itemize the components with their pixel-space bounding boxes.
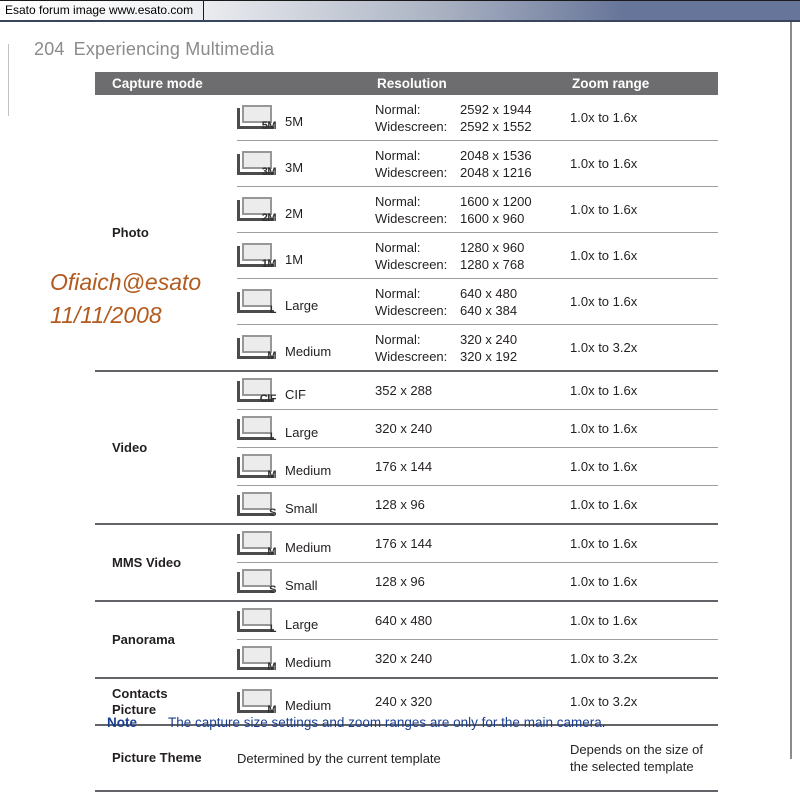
mode-cell: [237, 563, 375, 602]
size-icon-s: [237, 492, 277, 517]
size-icon-label: 3M: [261, 166, 276, 178]
size-icon-m: [237, 454, 277, 479]
size-icon-bracket: [237, 611, 274, 632]
mode-name: 2M: [285, 206, 304, 221]
resolution-cell: 640 x 480: [375, 601, 570, 640]
esato-forum-bar: [0, 0, 800, 22]
resolution-cell: [375, 279, 570, 325]
resolution-cell: 320 x 240: [375, 640, 570, 679]
mode-name: Large: [285, 425, 319, 440]
resolution-type-label: Normal:: [375, 285, 421, 301]
size-icon-label: M: [267, 704, 276, 716]
mode-name: Large: [285, 617, 319, 632]
resolution-cell: [375, 187, 570, 233]
size-icon-label: 5M: [261, 120, 276, 132]
capture-mode-label: Video: [95, 371, 237, 524]
mode-cell-inner: [237, 689, 375, 714]
mode-cell: [237, 233, 375, 279]
mode-name: Medium: [285, 655, 332, 670]
mode-cell: [237, 448, 375, 486]
watermark-line1: Ofiaich@esato: [50, 269, 202, 295]
resolution-type-label: Normal:: [375, 331, 421, 347]
size-icon-label: M: [267, 546, 276, 558]
size-icon-label: S: [269, 584, 276, 596]
resolution-value: 1600 x 960: [460, 210, 525, 226]
mode-cell-inner: [237, 646, 375, 671]
mode-cell: [237, 371, 375, 410]
resolution-value: 2592 x 1944: [460, 101, 532, 117]
resolution-type-label: Normal:: [375, 239, 421, 255]
resolution-value: 640 x 384: [460, 302, 518, 318]
size-icon-label: M: [267, 469, 276, 481]
resolution-line: [375, 147, 570, 164]
table-header-row: [95, 72, 718, 95]
size-icon-m: [237, 531, 277, 556]
size-icon-label: L: [269, 623, 276, 635]
note-row: [107, 715, 727, 730]
resolution-type-label: Normal:: [375, 101, 421, 117]
zoom-range-cell: 1.0x to 1.6x: [570, 563, 718, 602]
size-icon-5m: [237, 105, 277, 130]
resolution-value: 1280 x 768: [460, 256, 525, 272]
resolution-value: 2592 x 1552: [460, 118, 532, 134]
size-icon-label: S: [269, 507, 276, 519]
size-icon-label: M: [267, 661, 276, 673]
note-label: Note: [107, 715, 137, 730]
size-icon-l: [237, 289, 277, 314]
resolution-cell: [375, 95, 570, 141]
mode-name: Large: [285, 298, 319, 313]
resolution-cell: 128 x 96: [375, 486, 570, 525]
resolution-line: [375, 164, 570, 181]
watermark: [50, 266, 201, 332]
resolution-type-label: Widescreen:: [375, 210, 448, 226]
resolution-line: [375, 210, 570, 227]
mode-cell-inner: [237, 569, 375, 594]
zoom-range-cell: 1.0x to 1.6x: [570, 187, 718, 233]
mode-cell-inner: [237, 531, 375, 556]
esato-forum-bar-label: Esato forum image www.esato.com: [0, 1, 204, 20]
zoom-range-cell: 1.0x to 1.6x: [570, 233, 718, 279]
size-icon-2m: [237, 197, 277, 222]
zoom-range-cell: 1.0x to 1.6x: [570, 524, 718, 563]
resolution-line: [375, 256, 570, 273]
mode-name: 5M: [285, 114, 304, 129]
resolution-cell: 176 x 144: [375, 524, 570, 563]
zoom-range-cell: 1.0x to 1.6x: [570, 279, 718, 325]
zoom-range-cell: 1.0x to 1.6x: [570, 141, 718, 187]
zoom-range-cell: 1.0x to 1.6x: [570, 486, 718, 525]
resolution-line: [375, 101, 570, 118]
resolution-cell: 176 x 144: [375, 448, 570, 486]
table-row: [95, 601, 718, 640]
resolution-line: [375, 348, 570, 365]
mode-cell-inner: [237, 289, 375, 314]
resolution-cell: 320 x 240: [375, 410, 570, 448]
size-icon-s: [237, 569, 277, 594]
page-title: Experiencing Multimedia: [73, 39, 275, 59]
mode-cell-inner: [237, 335, 375, 360]
capture-mode-label: Photo: [112, 224, 149, 240]
resolution-type-label: Normal:: [375, 147, 421, 163]
size-icon-label: M: [267, 350, 276, 362]
mode-name: Medium: [285, 540, 332, 555]
mode-name: 3M: [285, 160, 304, 175]
resolution-value: 1280 x 960: [460, 239, 525, 255]
zoom-range-cell: 1.0x to 1.6x: [570, 110, 638, 125]
header-resolution: Resolution: [375, 72, 570, 95]
table-row: [95, 725, 718, 791]
mode-cell: [237, 486, 375, 525]
zoom-range-cell: 1.0x to 1.6x: [570, 371, 718, 410]
zoom-range-cell: 1.0x to 1.6x: [570, 448, 718, 486]
zoom-range-cell: 1.0x to 3.2x: [570, 640, 718, 679]
resolution-line: [375, 193, 570, 210]
mode-cell-inner: [237, 378, 375, 403]
mode-cell: [237, 95, 375, 141]
resolution-value: 320 x 192: [460, 348, 518, 364]
watermark-line2: 11/11/2008: [50, 302, 162, 328]
page-edge-rule-right: [790, 22, 792, 759]
resolution-line: [375, 118, 570, 135]
size-icon-m: [237, 646, 277, 671]
size-icon-label: L: [269, 431, 276, 443]
mode-cell: [237, 279, 375, 325]
mode-cell: [237, 187, 375, 233]
resolution-line: [375, 302, 570, 319]
header-capture-mode: Capture mode: [95, 72, 375, 95]
mode-name: Small: [285, 501, 318, 516]
page-heading: [34, 39, 274, 60]
mode-name: Medium: [285, 698, 332, 713]
zoom-range-cell: 1.0x to 1.6x: [570, 601, 718, 640]
resolution-type-label: Widescreen:: [375, 118, 448, 134]
resolution-line: [375, 285, 570, 302]
zoom-range-cell: 1.0x to 1.6x: [570, 410, 718, 448]
mode-name: Small: [285, 578, 318, 593]
mode-cell: [237, 141, 375, 187]
mode-cell-inner: [237, 151, 375, 176]
size-icon-1m: [237, 243, 277, 268]
resolution-type-label: Widescreen:: [375, 302, 448, 318]
page-number: 204: [34, 39, 65, 59]
mode-cell-inner: [237, 608, 375, 633]
capture-mode-label: Panorama: [95, 601, 237, 678]
resolution-cell: [375, 233, 570, 279]
mode-name: CIF: [285, 387, 306, 402]
capture-mode-label: MMS Video: [95, 524, 237, 601]
size-icon-l: [237, 608, 277, 633]
zoom-range-cell: 1.0x to 3.2x: [570, 325, 718, 372]
mode-name: Medium: [285, 463, 332, 478]
mode-cell-inner: [237, 105, 375, 130]
size-icon-cif: [237, 378, 277, 403]
header-zoom-range: Zoom range: [570, 72, 718, 95]
resolution-cell: 352 x 288: [375, 371, 570, 410]
mode-cell-inner: [237, 454, 375, 479]
resolution-cell: [375, 141, 570, 187]
size-icon-label: L: [269, 304, 276, 316]
resolution-cell: [375, 325, 570, 372]
resolution-type-label: Widescreen:: [375, 164, 448, 180]
resolution-line: [375, 239, 570, 256]
size-icon-m: [237, 689, 277, 714]
size-icon-label: CIF: [259, 393, 276, 405]
page-edge-rule-left: [8, 44, 9, 116]
resolution-type-label: Widescreen:: [375, 256, 448, 272]
zoom-range-cell: 1.0x to 3.2x: [570, 678, 718, 725]
resolution-value: 2048 x 1536: [460, 147, 532, 163]
resolution-type-label: Normal:: [375, 193, 421, 209]
resolution-cell: Determined by the current template: [237, 725, 570, 791]
size-icon-3m: [237, 151, 277, 176]
mode-name: 1M: [285, 252, 304, 267]
mode-cell: [237, 524, 375, 563]
size-icon-bracket: [237, 292, 274, 313]
capture-mode-label: Contacts Picture: [95, 678, 237, 725]
table-row: [95, 371, 718, 410]
size-icon-label: 2M: [261, 212, 276, 224]
mode-cell-inner: [237, 243, 375, 268]
resolution-value: 320 x 240: [460, 331, 518, 347]
resolution-cell: 240 x 320: [375, 678, 570, 725]
mode-cell-inner: [237, 492, 375, 517]
capture-mode-label: Picture Theme: [95, 725, 237, 791]
zoom-range-cell: Depends on the size of the selected template: [570, 725, 718, 791]
size-icon-bracket: [237, 419, 274, 440]
capture-settings-table: [95, 72, 718, 792]
table-row: [95, 95, 718, 141]
resolution-value: 1600 x 1200: [460, 193, 532, 209]
capture-table-body: [95, 95, 718, 791]
mode-cell: [237, 410, 375, 448]
size-icon-label: 1M: [261, 258, 276, 270]
resolution-value: 2048 x 1216: [460, 164, 532, 180]
note-text: The capture size settings and zoom ranges are only for the main camera.: [168, 715, 606, 730]
resolution-cell: 128 x 96: [375, 563, 570, 602]
mode-cell: [237, 601, 375, 640]
size-icon-l: [237, 416, 277, 441]
mode-cell: [237, 325, 375, 372]
mode-cell: [237, 640, 375, 679]
resolution-line: [375, 331, 570, 348]
mode-cell-inner: [237, 197, 375, 222]
resolution-value: 640 x 480: [460, 285, 518, 301]
table-row: [95, 524, 718, 563]
mode-cell-inner: [237, 416, 375, 441]
resolution-type-label: Widescreen:: [375, 348, 448, 364]
size-icon-m: [237, 335, 277, 360]
mode-name: Medium: [285, 344, 332, 359]
